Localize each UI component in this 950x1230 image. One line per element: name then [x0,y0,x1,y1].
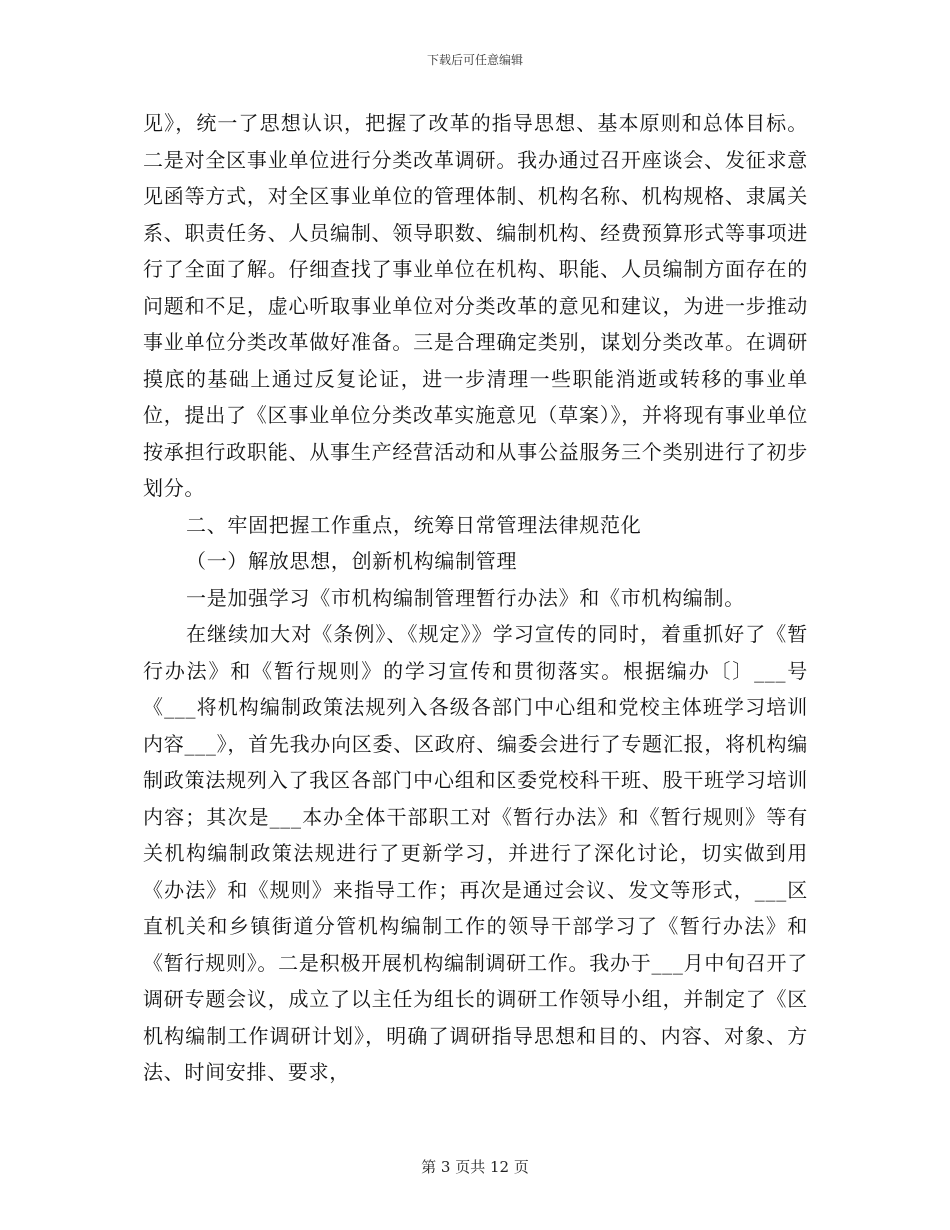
paragraph-study-rules: 一是加强学习《市机构编制管理暂行办法》和《市机构编制。 [186,585,745,610]
subsection-heading-1: （一）解放思想，创新机构编制管理 [186,549,518,573]
document-body [143,105,808,1091]
paragraph-implementation: 在继续加大对《条例》、《规定》》学习宣传的同时，着重抓好了《暂行办法》和《暂行规则》的学习宣传和贯彻落实。根据编办〔〕___号《___将机构编制政策法规列入各级各部门中心组和党校主体班学习培训内容___》，首先我办向区委、区政府、编委会进行了专题汇报，将机构编制政策法规列入了我区各部门中心组和区委党校科干班、股干班学习培训内容；其次是___本办全体干部职工对《暂行办法》和《暂行规则》等有关机构编制政策法规进行了更新学习，并进行了深化讨论，切实做到用《办法》和《规则》来指导工作；再次是通过会议、发文等形式，___区直机关和乡镇街道分管机构编制工作的领导干部学习了《暂行办法》和《暂行规则》。二是积极开展机构编制调研工作。我办于___月中旬召开了调研专题会议，成立了以主任为组长的调研工作领导小组，并制定了《区机构编制工作调研计划》，明确了调研指导思想和目的、内容、对象、方法、时间安排、要求， [143,622,808,1084]
page-header-note: 下载后可任意编辑 [426,53,523,67]
section-heading-2: 二、牢固把握工作重点，统筹日常管理法律规范化 [186,512,642,537]
paragraph-reform-research: 见》，统一了思想认识，把握了改革的指导思想、基本原则和总体目标。二是对全区事业单位进行分类改革调研。我办通过召开座谈会、发征求意见函等方式，对全区事业单位的管理体制、机构名称、机构规格、隶属关系、职责任务、人员编制、领导职数、编制机构、经费预算形式等事项进行了全面了解。仔细查找了事业单位在机构、职能、人员编制方面存在的问题和不足，虚心听取事业单位对分类改革的意见和建议，为进一步推动事业单位分类改革做好准备。三是合理确定类别，谋划分类改革。在调研摸底的基础上通过反复论证，进一步清理一些职能消逝或转移的事业单位，提出了《区事业单位分类改革实施意见（草案）》，并将现有事业单位按承担行政职能、从事生产经营活动和从事公益服务三个类别进行了初步划分。 [143,111,808,500]
page-number: 第 3 页共 12 页 [421,1158,529,1176]
